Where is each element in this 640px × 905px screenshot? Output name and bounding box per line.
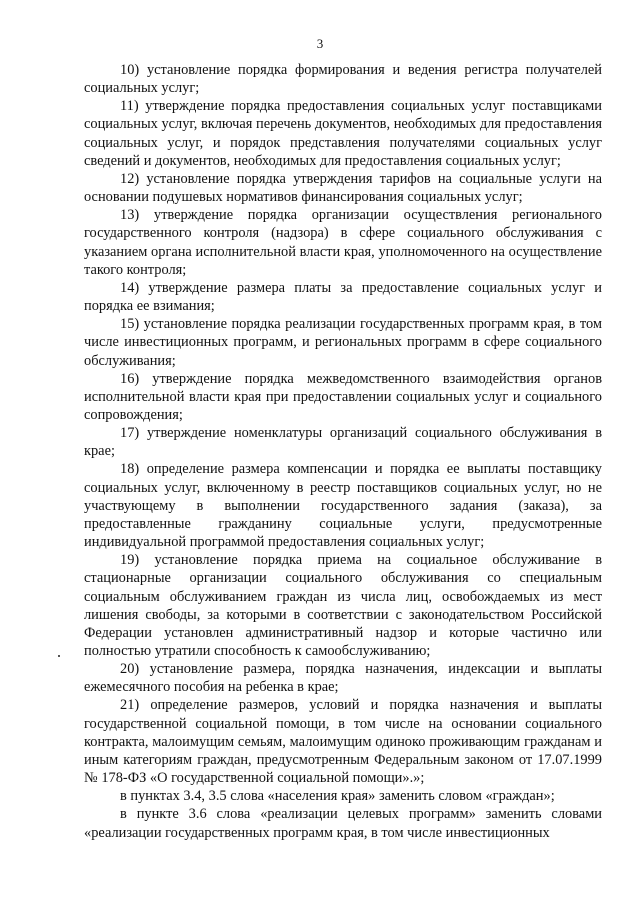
paragraph-item-18: 18) определение размера компенсации и порядка ее выплаты поставщику социальных услуг, включенному в реестр поставщиков социальных услуг, но не участвующему в выполнении государственного задания (заказа), за предоставленные гражданину социальные услуги, предусмотренные индивидуальной программой предоставления социальных услуг; xyxy=(84,461,602,551)
page-number: 3 xyxy=(316,36,324,51)
paragraph-item-10: 10) установление порядка формирования и ведения регистра получателей социальных услуг; xyxy=(84,62,602,97)
paragraph-item-15: 15) установление порядка реализации государственных программ края, в том числе инвестиционных программ, и региональных программ в сфере социального обслуживания; xyxy=(84,316,602,369)
paragraph-item-12: 12) установление порядка утверждения тарифов на социальные услуги на основании подушевых нормативов финансирования социальных услуг; xyxy=(84,170,602,206)
paragraph-amendment-3-6: в пункте 3.6 слова «реализации целевых программ» заменить словами «реализации государственных программ края, в том числе инвестиционных xyxy=(84,806,602,841)
paragraph-item-16: 16) утверждение порядка межведомственного взаимодействия органов исполнительной власти края при предоставлении социальных услуг и социального сопровождения; xyxy=(84,370,602,423)
paragraph-item-13: 13) утверждение порядка организации осуществления регионального государственного контроля (надзора) в сфере социального обслуживания с указанием органа исполнительной власти края, уполномоченного на осуществление такого контроля; xyxy=(84,207,602,278)
margin-mark xyxy=(58,655,60,657)
paragraph-item-21: 21) определение размеров, условий и порядка назначения и выплаты государственной социальной помощи, в том числе на основании социального контракта, малоимущим семьям, малоимущим одиноко проживающим гражданам и иным категориям граждан, предусмотренным Федеральным законом от 17.07.1999 № 178-ФЗ «О государственной социальной помощи».»; xyxy=(84,697,602,787)
paragraph-item-17: 17) утверждение номенклатуры организаций социального обслуживания в крае; xyxy=(84,425,602,460)
paragraph-item-11: 11) утверждение порядка предоставления социальных услуг поставщиками социальных услуг, включая перечень документов, необходимых для предоставления социальных услуг, и порядок представления получателями социальных услуг сведений и документов, необходимых для предоставления социальных услуг; xyxy=(84,98,602,169)
paragraph-item-20: 20) установление размера, порядка назначения, индексации и выплаты ежемесячного пособия на ребенка в крае; xyxy=(84,661,602,696)
paragraph-amendment-3-4: в пунктах 3.4, 3.5 слова «населения края» заменить словом «граждан»; xyxy=(120,788,555,805)
document-body xyxy=(84,61,602,842)
paragraph-item-19: 19) установление порядка приема на социальное обслуживание в стационарные организации социального обслуживания со специальным социальным обслуживанием граждан из числа лиц, освобождаемых из мест лишения свободы, за которыми в соответствии с законодательством Российской Федерации установлен административный надзор и которые частично или полностью утратили способность к самообслуживанию; xyxy=(84,552,602,659)
paragraph-item-14: 14) утверждение размера платы за предоставление социальных услуг и порядка ее взимания; xyxy=(84,279,602,315)
